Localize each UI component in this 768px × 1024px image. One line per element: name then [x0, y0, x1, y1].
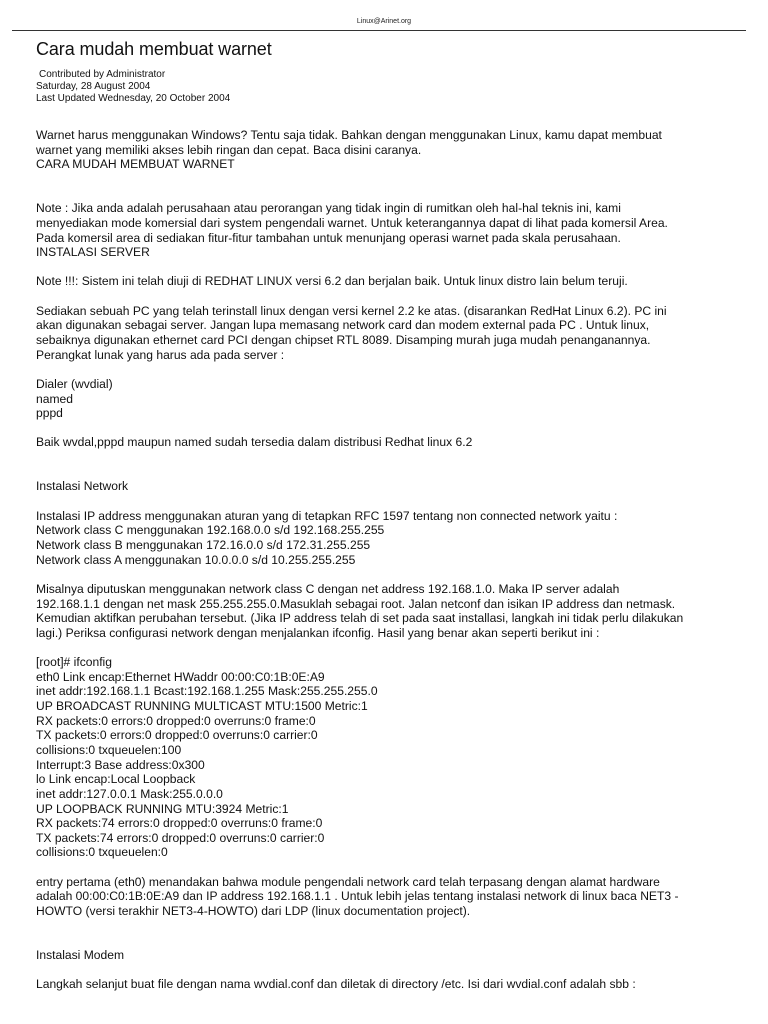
list-item: named — [36, 391, 73, 406]
body-line: Langkah selanjut buat file dengan nama wvdial.conf dan diletak di directory /etc. Isi dari wvdial.conf adalah sbb : — [36, 977, 636, 992]
body-line: Perangkat lunak yang harus ada pada server : — [36, 347, 285, 362]
last-updated: Last Updated Wednesday, 20 October 2004 — [36, 93, 231, 104]
body-line: akan digunakan sebagai server. Jangan lupa memasang network card dan modem external pada PC . Untuk linux, — [36, 318, 650, 333]
list-item: Network class B menggunakan 172.16.0.0 s/d 172.31.255.255 — [36, 537, 371, 552]
code-line: RX packets:0 errors:0 dropped:0 overruns:0 frame:0 — [36, 713, 316, 728]
code-line: Interrupt:3 Base address:0x300 — [36, 757, 205, 772]
body-line: lagi.) Periksa configurasi network dengan menjalankan ifconfig. Hasil yang benar akan seperti berikut ini : — [36, 625, 600, 640]
code-line: TX packets:0 errors:0 dropped:0 overruns:0 carrier:0 — [36, 728, 318, 743]
code-line: UP LOOPBACK RUNNING MTU:3924 Metric:1 — [36, 801, 289, 816]
body-line: HOWTO (versi terakhir NET3-4-HOWTO) dari LDP (linux documentation project). — [36, 903, 471, 918]
body-heading: CARA MUDAH MEMBUAT WARNET — [36, 157, 235, 172]
article-body — [36, 128, 736, 992]
code-line: UP BROADCAST RUNNING MULTICAST MTU:1500 Metric:1 — [36, 699, 368, 714]
code-line: eth0 Link encap:Ethernet HWaddr 00:00:C0:1B:0E:A9 — [36, 669, 325, 684]
code-line: lo Link encap:Local Loopback — [36, 772, 196, 787]
body-line: Kemudian aktifkan perubahan tersebut. (Jika IP address telah di set pada saat installasi, langkah ini tidak perlu dilakukan — [36, 611, 684, 626]
contributed-by: Contributed by Administrator — [39, 69, 166, 80]
body-line: Baik wvdal,pppd maupun named sudah tersedia dalam distribusi Redhat linux 6.2 — [36, 435, 473, 450]
section-heading: Instalasi Network — [36, 479, 129, 494]
list-item: Dialer (wvdial) — [36, 376, 113, 391]
publish-date: Saturday, 28 August 2004 — [36, 81, 151, 92]
body-line: entry pertama (eth0) menandakan bahwa module pengendali network card telah terpasang dengan alamat hardware — [36, 874, 660, 889]
body-heading: INSTALASI SERVER — [36, 245, 150, 260]
body-line: Note : Jika anda adalah perusahaan atau perorangan yang tidak ingin di rumitkan oleh hal-hal teknis ini, kami — [36, 201, 621, 216]
body-line: sebaiknya digunakan ethernet card PCI dengan chipset RTL 8089. Disamping murah juga mudah penanganannya. — [36, 332, 651, 347]
code-line: RX packets:74 errors:0 dropped:0 overruns:0 frame:0 — [36, 816, 323, 831]
code-line: TX packets:74 errors:0 dropped:0 overruns:0 carrier:0 — [36, 830, 325, 845]
body-line: Misalnya diputuskan menggunakan network class C dengan net address 192.168.1.0. Maka IP server adalah — [36, 581, 620, 596]
body-line: menyediakan mode komersial dari system pengendali warnet. Untuk keterangannya dapat di lihat pada komersil Area. — [36, 215, 668, 230]
code-line: [root]# ifconfig — [36, 655, 112, 670]
body-line: Sediakan sebuah PC yang telah terinstall linux dengan versi kernel 2.2 ke atas. (disarankan RedHat Linux 6.2). PC ini — [36, 303, 667, 318]
header-divider — [12, 30, 746, 31]
body-line: Warnet harus menggunakan Windows? Tentu saja tidak. Bahkan dengan menggunakan Linux, kamu dapat membuat — [36, 128, 662, 142]
body-line: Note !!!: Sistem ini telah diuji di REDHAT LINUX versi 6.2 dan berjalan baik. Untuk linux distro lain belum teruji. — [36, 274, 628, 289]
body-line: 192.168.1.1 dengan net mask 255.255.255.0.Masuklah sebagai root. Jalan netconf dan isikan IP address dan netmask. — [36, 596, 676, 611]
code-line: inet addr:192.168.1.1 Bcast:192.168.1.255 Mask:255.255.255.0 — [36, 684, 378, 699]
code-line: collisions:0 txqueuelen:100 — [36, 742, 182, 757]
body-line: adalah 00:00:C0:1B:0E:A9 dan IP address 192.168.1.1 . Untuk lebih jelas tentang instalasi network di linux baca NET3 - — [36, 889, 679, 904]
list-item: Network class C menggunakan 192.168.0.0 s/d 192.168.255.255 — [36, 523, 385, 538]
list-item: pppd — [36, 406, 63, 421]
article-title: Cara mudah membuat warnet — [36, 39, 272, 59]
list-item: Network class A menggunakan 10.0.0.0 s/d 10.255.255.255 — [36, 552, 356, 567]
body-line: Pada komersil area di sediakan fitur-fitur tambahan untuk menunjang operasi warnet pada skala perusahaan. — [36, 230, 621, 245]
code-line: collisions:0 txqueuelen:0 — [36, 845, 168, 860]
section-heading: Instalasi Modem — [36, 947, 125, 962]
body-line: warnet yang memiliki akses lebih ringan dan cepat. Baca disini caranya. — [36, 142, 422, 157]
body-line: Instalasi IP address menggunakan aturan yang di tetapkan RFC 1597 tentang non connected network yaitu : — [36, 508, 618, 523]
site-header: Linux@Arinet.org — [356, 18, 412, 25]
article-meta — [36, 69, 230, 105]
code-line: inet addr:127.0.0.1 Mask:255.0.0.0 — [36, 786, 223, 801]
